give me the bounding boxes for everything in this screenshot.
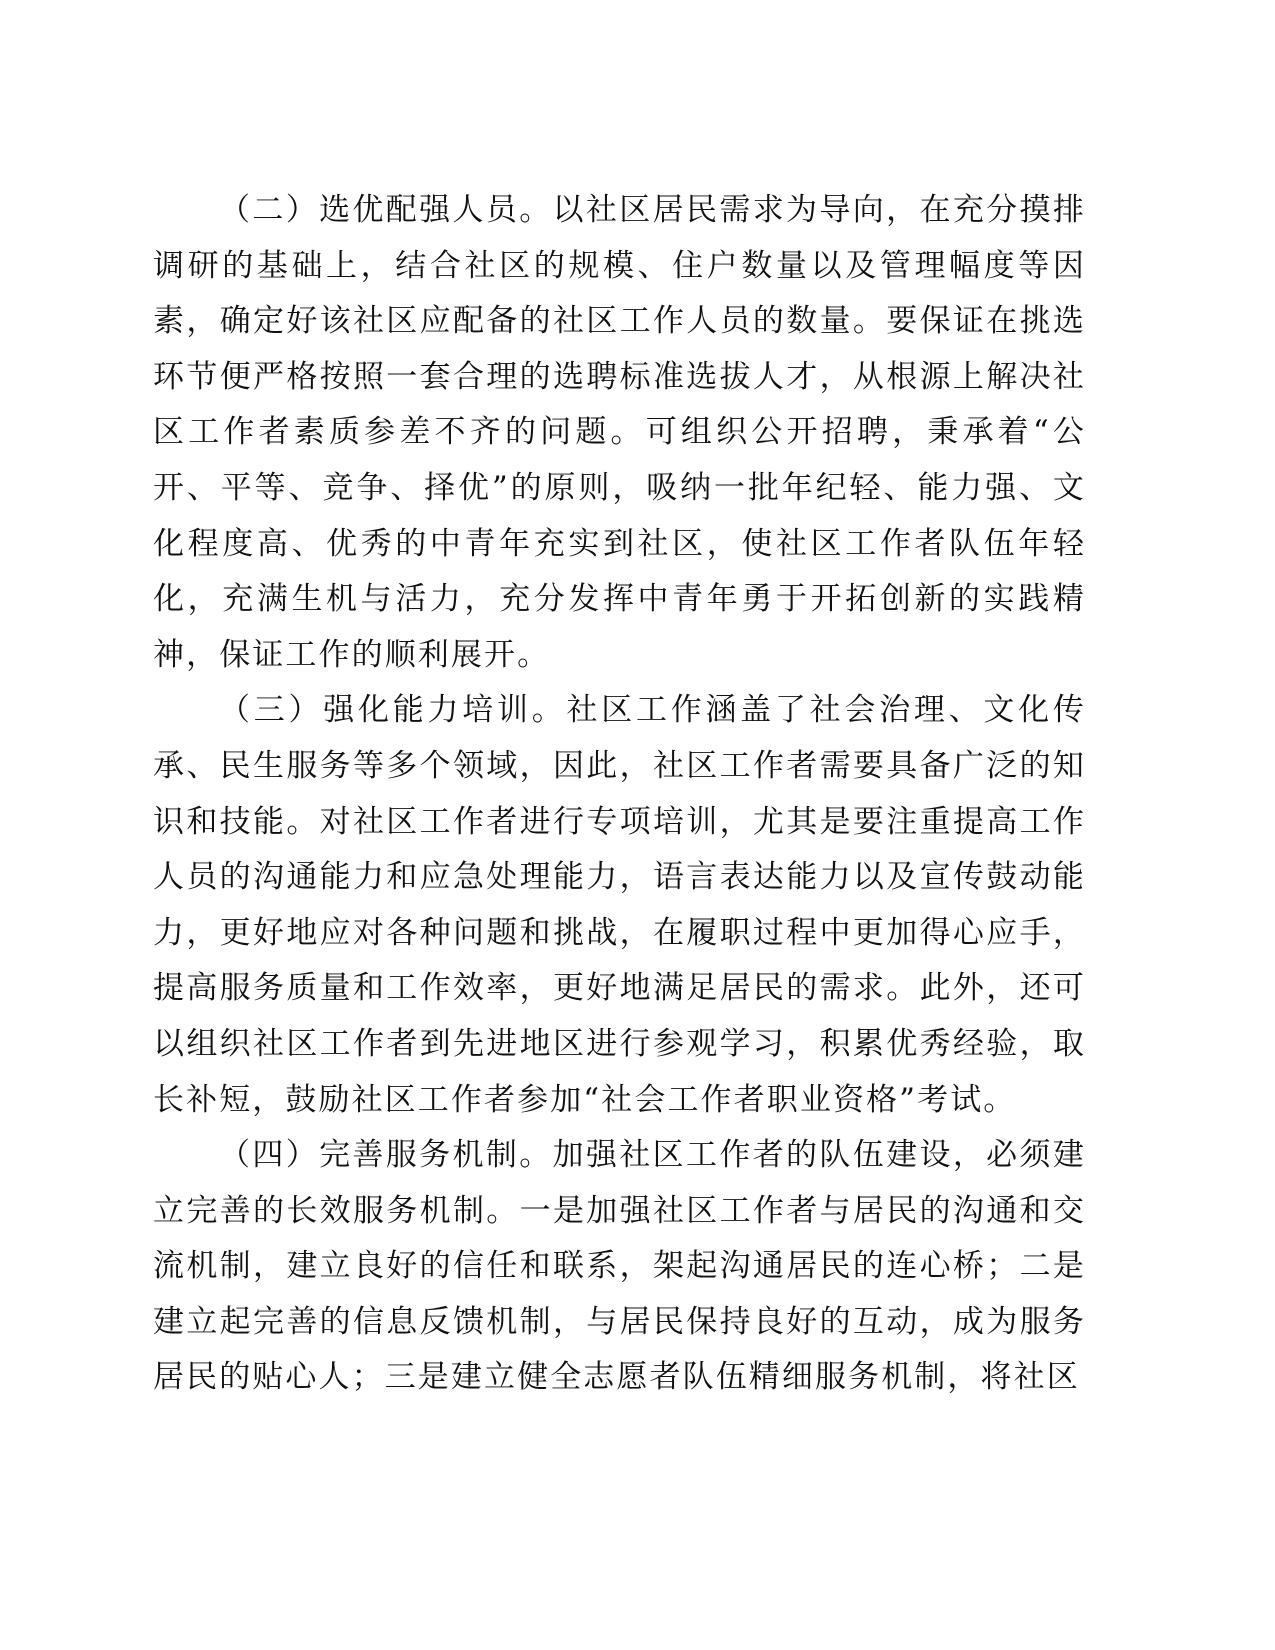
paragraph-staffing: （二）选优配强人员。以社区居民需求为导向，在充分摸排调研的基础上，结合社区的规模、住户数量以及管理幅度等因素，确定好该社区应配备的社区工作人员的数量。要保证在挑选环节便严格按照一套合理的选聘标准选拔人才，从根源上解决社区工作者素质参差不齐的问题。可组织公开招聘，秉承着“公开、平等、竞争、择优”的原则，吸纳一批年纪轻、能力强、文化程度高、优秀的中青年充实到社区，使社区工作者队伍年轻化，充满生机与活力，充分发挥中青年勇于开拓创新的实践精神，保证工作的顺利展开。 [153,192,1086,673]
document-body [153,183,1086,1406]
paragraph-training: （三）强化能力培训。社区工作涵盖了社会治理、文化传承、民生服务等多个领域，因此，社区工作者需要具备广泛的知识和技能。对社区工作者进行专项培训，尤其是要注重提高工作人员的沟通能力和应急处理能力，语言表达能力以及宣传鼓动能力，更好地应对各种问题和挑战，在履职过程中更加得心应手，提高服务质量和工作效率，更好地满足居民的需求。此外，还可以组织社区工作者到先进地区进行参观学习，积累优秀经验，取长补短，鼓励社区工作者参加“社会工作者职业资格”考试。 [153,692,1086,1118]
paragraph-service-mechanism: （四）完善服务机制。加强社区工作者的队伍建设，必须建立完善的长效服务机制。一是加强社区工作者与居民的沟通和交流机制，建立良好的信任和联系，架起沟通居民的连心桥；二是建立起完善的信息反馈机制，与居民保持良好的互动，成为服务居民的贴心人；三是建立健全志愿者队伍精细服务机制，将社区 [153,1137,1086,1396]
